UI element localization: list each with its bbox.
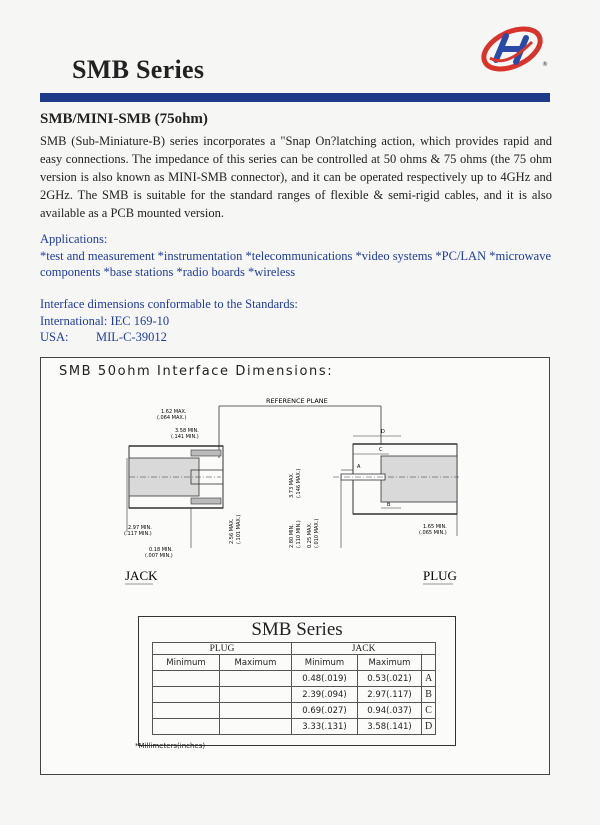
plug-drawing (333, 444, 459, 514)
intro-paragraph: SMB (Sub-Miniature-B) series incorporates a "Snap On?latching action, which provides rapid and easy connections. The impedance of this series can be controlled at 50 ohms & 75 ohms (the 75 ohm version is also known as MINI-SMB connector), and it can be operated respectively up to 4GHz and 2GHz. The SMB is suitable for the standard ranges of flexible & semi-rigid cables, and it is also available as a PCB mounted version. (40, 134, 552, 220)
jack-max-header: Maximum (358, 655, 422, 671)
svg-text:2.97 MIN.: 2.97 MIN. (128, 525, 152, 531)
svg-text:(.064 MAX.): (.064 MAX.) (157, 415, 187, 421)
standard-usa (40, 330, 167, 345)
dimensions-table-box (138, 616, 456, 746)
table-footnote: *Millimeters(inches) (135, 742, 206, 750)
svg-text:0.18 MIN.: 0.18 MIN. (149, 547, 173, 553)
svg-text:3.58 MIN.: 3.58 MIN. (175, 428, 199, 434)
table-title: SMB Series (251, 619, 343, 640)
svg-text:®: ® (542, 61, 548, 68)
company-logo (476, 22, 548, 74)
plug-header: PLUG (153, 643, 292, 655)
standard-usa-value: MIL-C-39012 (96, 330, 167, 344)
jack-header: JACK (292, 643, 436, 655)
jack-label: JACK (125, 568, 158, 583)
svg-text:1.62 MAX.: 1.62 MAX. (161, 409, 187, 415)
dimensions-table (152, 642, 436, 735)
applications-heading: Applications: (40, 232, 108, 246)
svg-text:(.141 MIN.): (.141 MIN.) (171, 434, 199, 440)
plug-min-header: Minimum (153, 655, 220, 671)
svg-text:(.101 MAX.): (.101 MAX.) (236, 514, 242, 544)
section-heading: SMB/MINI-SMB (75ohm) (40, 111, 208, 127)
table-row: 3.33(.131) 3.58(.141) D (153, 719, 436, 735)
page-title: SMB Series (72, 55, 205, 84)
jack-drawing (129, 446, 223, 508)
svg-text:1.65 MIN.: 1.65 MIN. (423, 524, 447, 530)
svg-text:(.110 MIN.): (.110 MIN.) (296, 520, 302, 548)
standards-heading: Interface dimensions conformable to the Standards: (40, 297, 298, 311)
svg-text:3.73 MAX.: 3.73 MAX. (289, 472, 295, 498)
svg-text:(.007 MIN.): (.007 MIN.) (145, 553, 173, 559)
svg-text:0.25 MAX.: 0.25 MAX. (307, 522, 313, 548)
plug-max-header: Maximum (220, 655, 292, 671)
svg-text:2.56 MAX.: 2.56 MAX. (229, 518, 235, 544)
svg-text:A: A (357, 464, 361, 470)
diagram-title: SMB 50ohm Interface Dimensions: (59, 364, 334, 379)
svg-text:(.146 MAX.): (.146 MAX.) (296, 468, 302, 498)
table-row: 0.69(.027) 0.94(.037) C (153, 703, 436, 719)
svg-text:(.117 MIN.): (.117 MIN.) (124, 531, 152, 537)
title-rule (40, 93, 550, 102)
reference-plane-label: REFERENCE PLANE (266, 397, 328, 405)
svg-text:(.065 MIN.): (.065 MIN.) (419, 530, 447, 536)
plug-label: PLUG (423, 568, 457, 583)
svg-text:2.80 MIN.: 2.80 MIN. (289, 524, 295, 548)
standard-usa-label: USA: (40, 330, 69, 344)
interface-diagram (40, 357, 550, 775)
connector-drawing (41, 358, 551, 608)
standard-international: International: IEC 169-10 (40, 314, 170, 328)
svg-text:B: B (387, 502, 391, 508)
svg-text:C: C (379, 447, 383, 453)
jack-min-header: Minimum (292, 655, 358, 671)
table-row: 2.39(.094) 2.97(.117) B (153, 687, 436, 703)
svg-text:D: D (381, 429, 385, 435)
svg-text:(.010 MAX.): (.010 MAX.) (314, 518, 320, 548)
applications-list: *test and measurement *instrumentation *telecommunications *video systems *PC/LAN *microwave components *base stations *radio boards *wireless (40, 249, 552, 279)
table-row: 0.48(.019) 0.53(.021) A (153, 671, 436, 687)
